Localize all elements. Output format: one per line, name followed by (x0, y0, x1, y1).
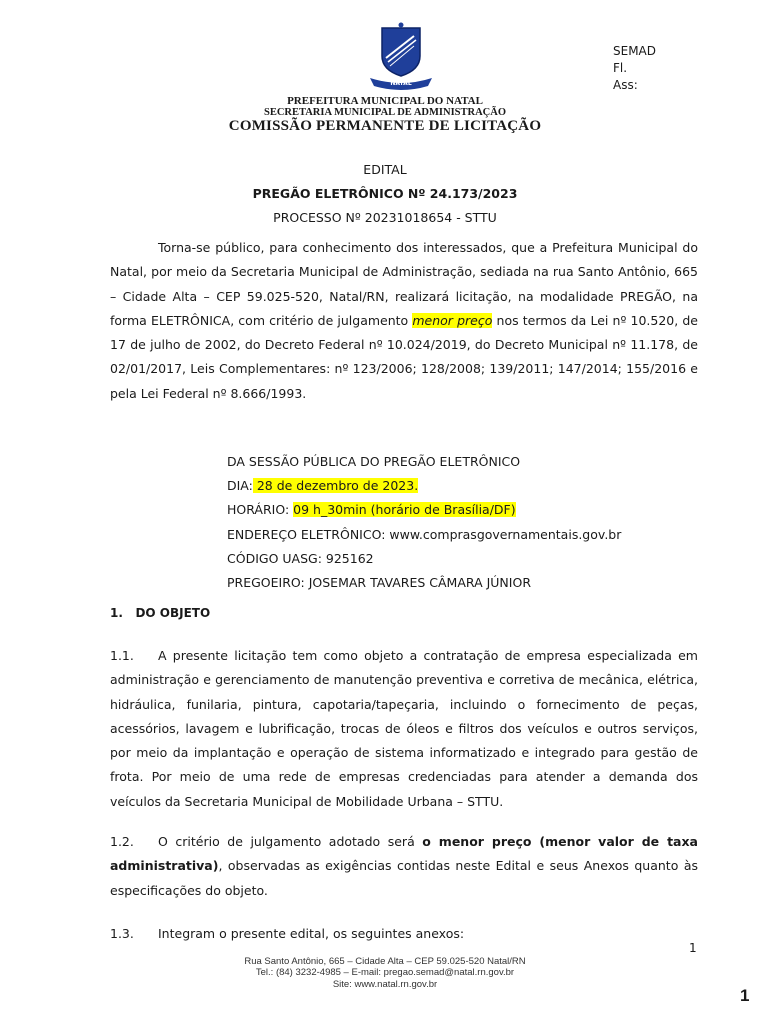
svg-text:NATAL: NATAL (390, 80, 412, 87)
outer-page-number: 1 (740, 986, 750, 1005)
fl-label: Fl. (613, 61, 628, 75)
footer-site: Site: www.natal.rn.gov.br (332, 979, 438, 990)
session-pregoeiro: PREGOEIRO: JOSEMAR TAVARES CÂMARA JÚNIOR (227, 575, 531, 590)
paragraph-1-2: 1.2. O critério de julgamento adotado será o menor preço (menor valor de taxa administrativa), observadas as exigências contidas neste Edital e seus Anexos quanto às especificações do objeto. (110, 834, 698, 898)
session-endereco: ENDEREÇO ELETRÔNICO: www.comprasgovernamentais.gov.br (227, 527, 622, 542)
session-dia: DIA: 28 de dezembro de 2023. (227, 478, 419, 493)
edital-title: EDITAL (363, 162, 407, 177)
natal-coat-of-arms-logo (366, 22, 436, 90)
session-horario: HORÁRIO: 09 h_30min (horário de Brasília/DF) (227, 502, 516, 517)
inner-page-number: 1 (689, 941, 697, 955)
footer-contact: Tel.: (84) 3232-4985 – E-mail: pregao.semad@natal.rn.gov.br (255, 967, 515, 978)
header-secretaria: SECRETARIA MUNICIPAL DE ADMINISTRAÇÃO (263, 107, 507, 118)
paragraph-1-1: 1.1. A presente licitação tem como objeto a contratação de empresa especializada em administração e gerenciamento de manutenção preventiva e corretiva de mecânica, elétrica, hidráulica, funilaria, pintura, capotaria/tapeçaria, incluindo o fornecimento de peças, acessórios, lavagem e lubrificação, trocas de óleos e filtros dos veículos e outros serviços, por meio da implantação e operação de sistema informatizado e integrado para gestão de frota. Por meio de uma rede de empresas credenciadas para atender a demanda dos veículos da Secretaria Municipal de Mobilidade Urbana – STTU. (110, 648, 698, 809)
semad-label: SEMAD (613, 44, 657, 58)
footer-address: Rua Santo Antônio, 665 – Cidade Alta – CEP 59.025-520 Natal/RN (244, 956, 526, 967)
processo-title: PROCESSO Nº 20231018654 - STTU (273, 210, 497, 225)
paragraph-1-3: 1.3. Integram o presente edital, os seguintes anexos: (110, 926, 465, 941)
intro-paragraph: Torna-se público, para conhecimento dos interessados, que a Prefeitura Municipal do Natal, por meio da Secretaria Municipal de Administração, sediada na rua Santo Antônio, 665 – Cidade Alta – CEP 59.025-520, Natal/RN, realizará licitação, na modalidade PREGÃO, na forma ELETRÔNICA, com critério de julgamento menor preço nos termos da Lei nº 10.520, de 17 de julho de 2002, do Decreto Federal nº 10.024/2019, do Decreto Municipal nº 11.178, de 02/01/2017, Leis Complementares: nº 123/2006; 128/2008; 139/2011; 147/2014; 155/2016 e pela Lei Federal nº 8.666/1993. (110, 240, 698, 401)
highlight-menor-preco: menor preço (412, 312, 493, 328)
header-prefeitura: PREFEITURA MUNICIPAL DO NATAL (287, 95, 483, 107)
pregao-title: PREGÃO ELETRÔNICO Nº 24.173/2023 (252, 186, 518, 201)
section-1-heading: 1. DO OBJETO (110, 606, 211, 620)
session-heading: DA SESSÃO PÚBLICA DO PREGÃO ELETRÔNICO (227, 454, 521, 469)
ass-label: Ass: (613, 78, 638, 92)
session-uasg: CÓDIGO UASG: 925162 (227, 551, 374, 566)
header-comissao: COMISSÃO PERMANENTE DE LICITAÇÃO (228, 118, 542, 134)
